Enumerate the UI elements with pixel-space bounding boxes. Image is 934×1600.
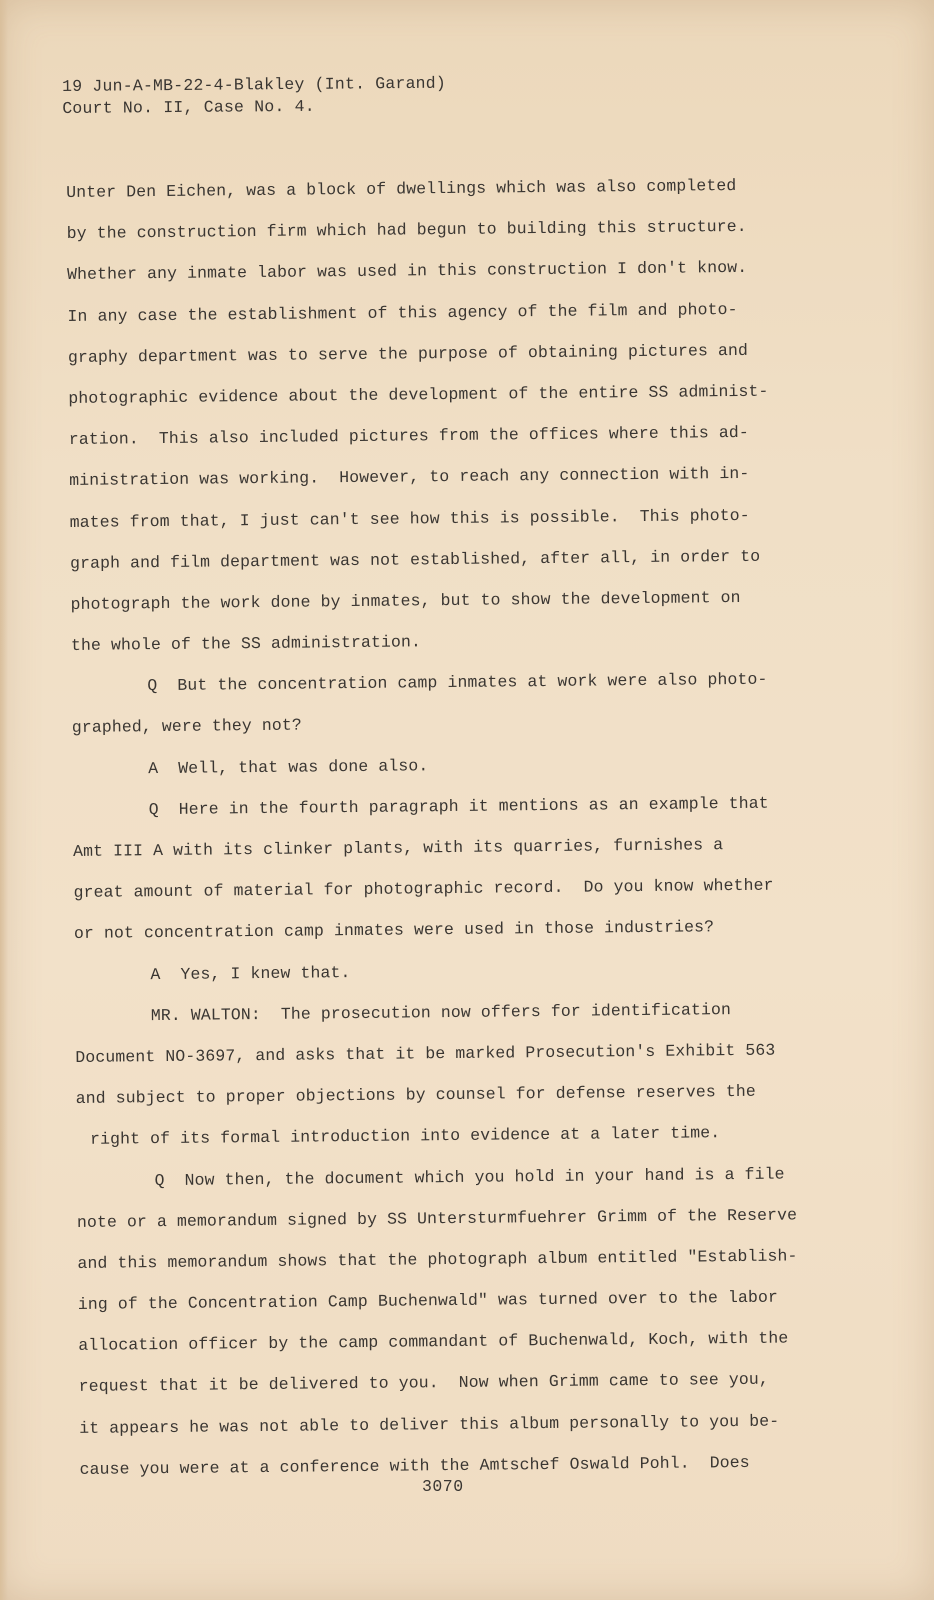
header-line-1: 19 Jun-A-MB-22-4-Blakley (Int. Garand) bbox=[62, 73, 447, 96]
text-line: the whole of the SS administration. bbox=[70, 632, 422, 656]
text-line: great amount of material for photographic record. Do you know whether bbox=[73, 875, 774, 903]
text-line: Whether any inmate labor was used in this construction I don't know. bbox=[66, 258, 748, 285]
question-line: Q But the concentration camp inmates at work were also photo- bbox=[147, 669, 768, 696]
header-line-2: Court No. II, Case No. 4. bbox=[62, 96, 315, 118]
text-line: it appears he was not able to deliver this album personally to you be- bbox=[79, 1411, 780, 1438]
transcript-body bbox=[66, 164, 820, 1490]
text-line: Unter Den Eichen, was a block of dwellings which was also completed bbox=[66, 175, 737, 202]
text-line: and this memorandum shows that the photograph album entitled "Establish- bbox=[77, 1246, 798, 1273]
text-line: In any case the establishment of this agency of the film and photo- bbox=[67, 299, 738, 326]
text-line: right of its formal introduction into evidence at a later time. bbox=[90, 1123, 721, 1150]
text-line: and subject to proper objections by counsel for defense reserves the bbox=[75, 1081, 756, 1109]
text-line: allocation officer by the camp commandant of Buchenwald, Koch, with the bbox=[78, 1328, 789, 1356]
text-line: note or a memorandum signed by SS Untersturmfuehrer Grimm of the Reserve bbox=[76, 1205, 798, 1232]
text-line: Document NO-3697, and asks that it be marked Prosecution's Exhibit 563 bbox=[75, 1040, 776, 1067]
text-line: Amt III A with its clinker plants, with its quarries, furnishes a bbox=[73, 835, 724, 861]
text-line: cause you were at a conference with the Amtschef Oswald Pohl. Does bbox=[79, 1452, 750, 1479]
document-header bbox=[62, 73, 446, 120]
speaker-line: MR. WALTON: The prosecution now offers for identification bbox=[150, 999, 731, 1025]
text-line: graphy department was to serve the purpose of obtaining pictures and bbox=[67, 340, 749, 367]
text-line: ration. This also included pictures from the offices where this ad- bbox=[68, 422, 749, 450]
text-line: or not concentration camp inmates were used in those industries? bbox=[73, 917, 715, 944]
page-edge-shadow bbox=[0, 0, 8, 1600]
page-number: 3070 bbox=[422, 1477, 464, 1496]
text-line: ing of the Concentration Camp Buchenwald" was turned over to the labor bbox=[77, 1287, 779, 1314]
text-line: graphed, were they not? bbox=[71, 715, 302, 738]
answer-line: A Yes, I knew that. bbox=[150, 962, 351, 984]
text-line: request that it be delivered to you. Now when Grimm came to see you, bbox=[78, 1370, 769, 1397]
question-line: Q Here in the fourth paragraph it mentions as an example that bbox=[148, 793, 769, 819]
text-line: mates from that, I just can't see how this is possible. This photo- bbox=[69, 505, 750, 532]
text-line: by the construction firm which had begun to building this structure. bbox=[66, 217, 747, 244]
text-line: graph and film department was not established, after all, in order to bbox=[69, 546, 761, 573]
answer-line: A Well, that was done also. bbox=[148, 755, 429, 778]
text-line: photographic evidence about the development of the entire SS administ- bbox=[68, 381, 769, 408]
text-line: photograph the work done by inmates, but to show the development on bbox=[70, 587, 741, 614]
text-line: ministration was working. However, to reach any connection with in- bbox=[69, 464, 750, 491]
question-line: Q Now then, the document which you hold in your hand is a file bbox=[154, 1164, 785, 1190]
